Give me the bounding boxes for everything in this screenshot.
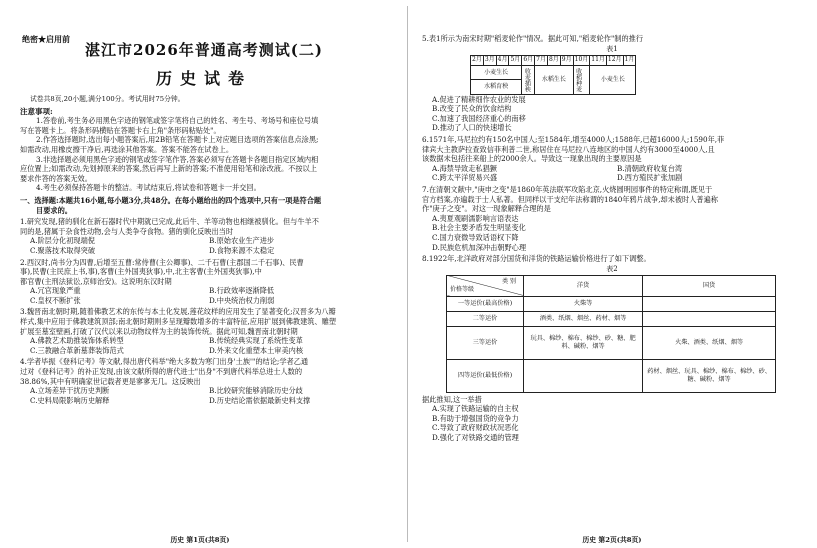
table-2 [446, 275, 776, 393]
option-row [20, 336, 388, 346]
option-row [20, 286, 388, 296]
question-stem: 该数据未包括往来船上的2000余人。导致这一现象出现的主要原因是 [422, 154, 642, 164]
header-category: 类 别 [502, 277, 516, 285]
secret-label: 绝密★启用前 [22, 34, 70, 44]
option-b: B.传统经典实现了系统性变革 [209, 336, 303, 346]
option-b: B.改变了民众的饮食结构 [432, 104, 512, 114]
exam-title: 湛江市2026年普通高考测试(二) [85, 41, 323, 59]
section-heading: 目要求的。 [36, 205, 72, 215]
month-cell: 11月 [591, 56, 605, 64]
month-cell: 10月 [574, 56, 589, 64]
question-stem: 官方档案,亦遍载于士人私著。但同样以干支纪年法称谓的1840年鸦片战争,却未被时人普遍称 [422, 194, 718, 204]
grade-cell: 四等运价(最低价格) [447, 359, 524, 392]
exam-info: 试卷共8页,20小题,满分100分。考试用时75分钟。 [30, 95, 185, 103]
month-cell: 7月 [536, 56, 546, 64]
question-stem: 2.西汉时,尚书分为四曹,后增至五曹:常侍曹(主公卿事)、二千石曹(主郡国二千石事)、民曹 [20, 257, 304, 267]
option-b: B.原始农业生产进步 [209, 236, 275, 246]
option-a: A.佛教艺术助推装饰体系转型 [30, 336, 124, 346]
month-cell: 4月 [497, 56, 508, 64]
notice-line: 要求作答的答案无效。 [20, 173, 92, 183]
header-foreign: 洋货 [524, 275, 643, 296]
option-d: D.食物来源不太稳定 [209, 245, 275, 255]
question-stem: 1.研究发现,猪的驯化在新石器时代中期就已完成,此后牛、羊等动物也相继被驯化。但与牛羊不 [20, 217, 319, 227]
notice-line: 应位置上;如需改动,先划掉原来的答案,然后再写上新的答案;不准使用铅笔和涂改液。不按以上 [20, 164, 317, 174]
cell-wheat-growth: 小麦生长 [590, 65, 636, 94]
question-stem: 4.学者毕振《登科记考》等文献,得出唐代科举"绝大多数为寒门出身'土族'"的结论;学者乙通 [20, 357, 309, 367]
option-row [20, 386, 388, 396]
option-c: C.跨太平洋贸易兴盛 [432, 173, 498, 183]
notice-line: 如需改动,用橡皮擦干净后,再选涂其他答案。答案不能答在试卷上。 [20, 144, 234, 154]
cell-rice-growth: 水稻生长 [535, 65, 573, 94]
grade-cell: 二等运价 [447, 311, 524, 326]
option-b: B.社会主要矛盾发生明显变化 [432, 223, 526, 233]
header-diagonal-cell [447, 275, 524, 296]
table-1 [470, 55, 636, 95]
option-row [20, 236, 388, 246]
option-c: C.史料局限影响历史解释 [30, 395, 110, 405]
table-header-row [471, 55, 636, 65]
option-a: A.阶层分化初现端倪 [30, 236, 95, 246]
question-3 [20, 307, 388, 355]
question-stem: 都官曹(主刑法狱讼,京师治安)。这说明东汉时期 [20, 276, 172, 286]
header-grade: 价格等级 [450, 285, 475, 293]
question-stem: 作"庚子之变"。对这一现象解释合理的是 [422, 204, 551, 214]
option-a: A.海禁导致走私猖獗 [432, 163, 497, 173]
cell-text: 收麦插秧 [523, 67, 531, 92]
question-followup: 据此推知,这一举措 [422, 394, 482, 404]
option-b: B.有助于增强国货的竞争力 [432, 413, 519, 423]
notice-line: 4.考生必须保持答题卡的整洁。考试结束后,将试卷和答题卡一并交回。 [36, 183, 261, 193]
subject-title: 历史试卷 [155, 69, 252, 88]
option-row [422, 173, 802, 183]
notice-title: 注意事项: [20, 106, 53, 116]
section-heading: 一、选择题:本题共16小题,每小题3分,共48分。在每小题给出的四个选项中,只有一项是符合题 [20, 195, 322, 205]
option-b: B.行政效率逐渐降低 [209, 286, 275, 296]
question-1 [20, 217, 388, 255]
question-stem: 同的是,猪属于杂食性动物,会与人类争夺食物。猪的驯化反映出当时 [20, 226, 234, 236]
table-header-row [447, 275, 776, 296]
question-stem: 扩展至墓室壁画,打破了汉代以来以动物纹样为主的装饰传统。据此可知,魏晋南北朝时期 [20, 326, 298, 336]
option-row [20, 396, 388, 406]
foreign-cell [524, 359, 643, 392]
cell-text: 水稻育秧 [484, 83, 509, 91]
question-stem: 38.86%,其中有明确家世记载者更是寥寥无几。这反映出 [20, 376, 201, 386]
table-row [447, 296, 776, 311]
page-divider [407, 6, 408, 542]
question-stem: 样式,集中应用于佛教建筑顶部;南北朝时期则多呈现瓣数增多的丰富特征,应用扩展到佛教建筑、雕塑 [20, 317, 337, 327]
option-c: C.聚落技术取得突破 [30, 245, 96, 255]
cell-text: 收稻种麦 [574, 67, 582, 92]
question-6 [422, 135, 802, 183]
option-d: D.民族危机加深冲击朝野心理 [432, 242, 527, 252]
option-d: D.强化了对铁路交通的管理 [432, 433, 519, 443]
domestic-cell: 火柴、酒类、纸烟、烟等 [643, 326, 776, 359]
foreign-cell: 火柴等 [524, 296, 643, 311]
question-stem: 7.在清朝文献中,"庚申之变"是1860年英法联军攻陷北京,火烧圆明园事件的特定称谓,既见于 [422, 184, 713, 194]
table-row [447, 311, 776, 326]
month-cell: 5月 [510, 56, 521, 64]
option-d: D.西方殖民扩张加剧 [617, 173, 683, 183]
question-8 [422, 254, 802, 443]
domestic-cell [643, 296, 776, 311]
month-cell: 12月 [607, 56, 622, 64]
notice-list [20, 116, 388, 193]
option-row [20, 296, 388, 306]
question-stem: 8.1922年,北洋政府对部分国货和洋货的铁路运输价格进行了如下调整。 [422, 254, 651, 264]
domestic-cell [643, 311, 776, 326]
question-7 [422, 185, 802, 252]
option-d: D.推动了人口的快速增长 [432, 123, 512, 133]
notice-line: 1.答卷前,考生务必用黑色字迹的钢笔或签字笔将自己的姓名、考生号、考场号和座位号填 [36, 116, 319, 126]
table-body-row [471, 65, 636, 94]
cell-text: 小麦生长 [471, 66, 521, 80]
option-c: C.皇权不断扩张 [30, 295, 81, 305]
page-footer: 历史 第1页(共8页) [170, 536, 230, 544]
foreign-cell: 玩具、棉纱、棉布、棉纱、砂、糖、肥料、碱粉、烟等 [524, 326, 643, 359]
option-d: D.外来文化重塑本土审美内核 [209, 345, 304, 355]
notice-line: 写在答题卡上。将条形码横贴在答题卡右上角"条形码粘贴处"。 [20, 125, 221, 135]
option-c: C.三教融合革新墓葬装饰范式 [30, 345, 124, 355]
option-row [422, 164, 802, 174]
month-cell: 3月 [484, 56, 495, 64]
page-right [412, 0, 812, 548]
question-stem: 过对《登科记考》的补正发现,由该文献所得的唐代进士"出身"不到唐代科举总进士人数的 [20, 367, 303, 377]
cell-wheat-rice [471, 65, 522, 94]
page-left [0, 0, 400, 548]
grade-cell: 三等运价 [447, 326, 524, 359]
option-a: A.实现了铁路运输的自主权 [432, 404, 519, 414]
month-cell: 6月 [523, 56, 534, 64]
notice-line: 2.作答选择题时,选出每小题答案后,用2B铅笔在答题卡上对应题目选项的答案信息点涂黑; [36, 135, 319, 145]
option-a: A.促进了精耕细作农业的发展 [432, 94, 526, 104]
question-stem: 3.魏晋南北朝时期,随着佛教艺术的东传与本土化发展,莲花纹样的应用发生了显著变化;汉晋多为八瓣 [20, 307, 336, 317]
option-b: B.清朝政府收复台湾 [617, 163, 683, 173]
month-cell: 2月 [472, 56, 482, 64]
question-stem: 事),民曹(主民庶上书,事),客曹(主外国夷狄事),中,北主客曹(主外国夷狄事),中 [20, 267, 262, 277]
grade-cell: 一等运价(最高价格) [447, 296, 524, 311]
month-cell: 9月 [561, 56, 572, 64]
option-b: B.比较研究能够消除历史分歧 [209, 386, 303, 396]
option-a: A.夷夏观刷濡影响言语表达 [432, 213, 519, 223]
option-row [20, 346, 388, 356]
option-c: C.加速了我国经济重心的南移 [432, 113, 526, 123]
table-caption: 表2 [606, 264, 618, 273]
page-footer: 历史 第2页(共8页) [582, 536, 642, 544]
option-d: D.历史结论需依据最新史料支撑 [209, 395, 311, 405]
table-row [447, 326, 776, 359]
question-4 [20, 357, 388, 405]
option-c: C.导致了政府财政状况恶化 [432, 423, 519, 433]
question-2 [20, 258, 388, 306]
option-c: C.国力衰微导致话语权下降 [432, 232, 519, 242]
question-stem: 5.表1所示为南宋时期"稻麦轮作"情况。据此可知,"稻麦轮作"制的推行 [422, 34, 644, 43]
option-row [20, 246, 388, 256]
foreign-cell: 酒类、纸烟、烟丝、药材、烟等 [524, 311, 643, 326]
notice-line: 3.非选择题必须用黑色字迹的钢笔或签字笔作答,答案必须写在答题卡各题目指定区域内相 [36, 154, 319, 164]
question-stem: 律宾大主教萨拉查致信菲利普二世,称居住在马尼拉八连地区的中国人约有3000至4000人,且 [422, 144, 715, 154]
question-5 [422, 34, 802, 133]
month-cell: 8月 [548, 56, 559, 64]
cell-harvest-wheat [522, 65, 535, 94]
option-a: A.立场差异干扰历史判断 [30, 386, 110, 396]
option-a: A.冗官现象严重 [30, 286, 81, 296]
header-domestic: 国货 [643, 275, 776, 296]
option-d: D.中央统治权力削弱 [209, 295, 275, 305]
table-row [447, 359, 776, 392]
month-cell: 1月 [624, 56, 635, 64]
question-stem: 6.1571年,马尼拉约有150名中国人;至1584年,增至4000人;1588年,已超16000人;1590年,菲 [422, 134, 725, 144]
domestic-cell: 药材、烟丝、玩具、棉纱、棉布、棉纱、砂、糖、碱粉、烟等 [643, 359, 776, 392]
table-caption: 表1 [606, 44, 618, 53]
cell-harvest-rice [573, 65, 590, 94]
